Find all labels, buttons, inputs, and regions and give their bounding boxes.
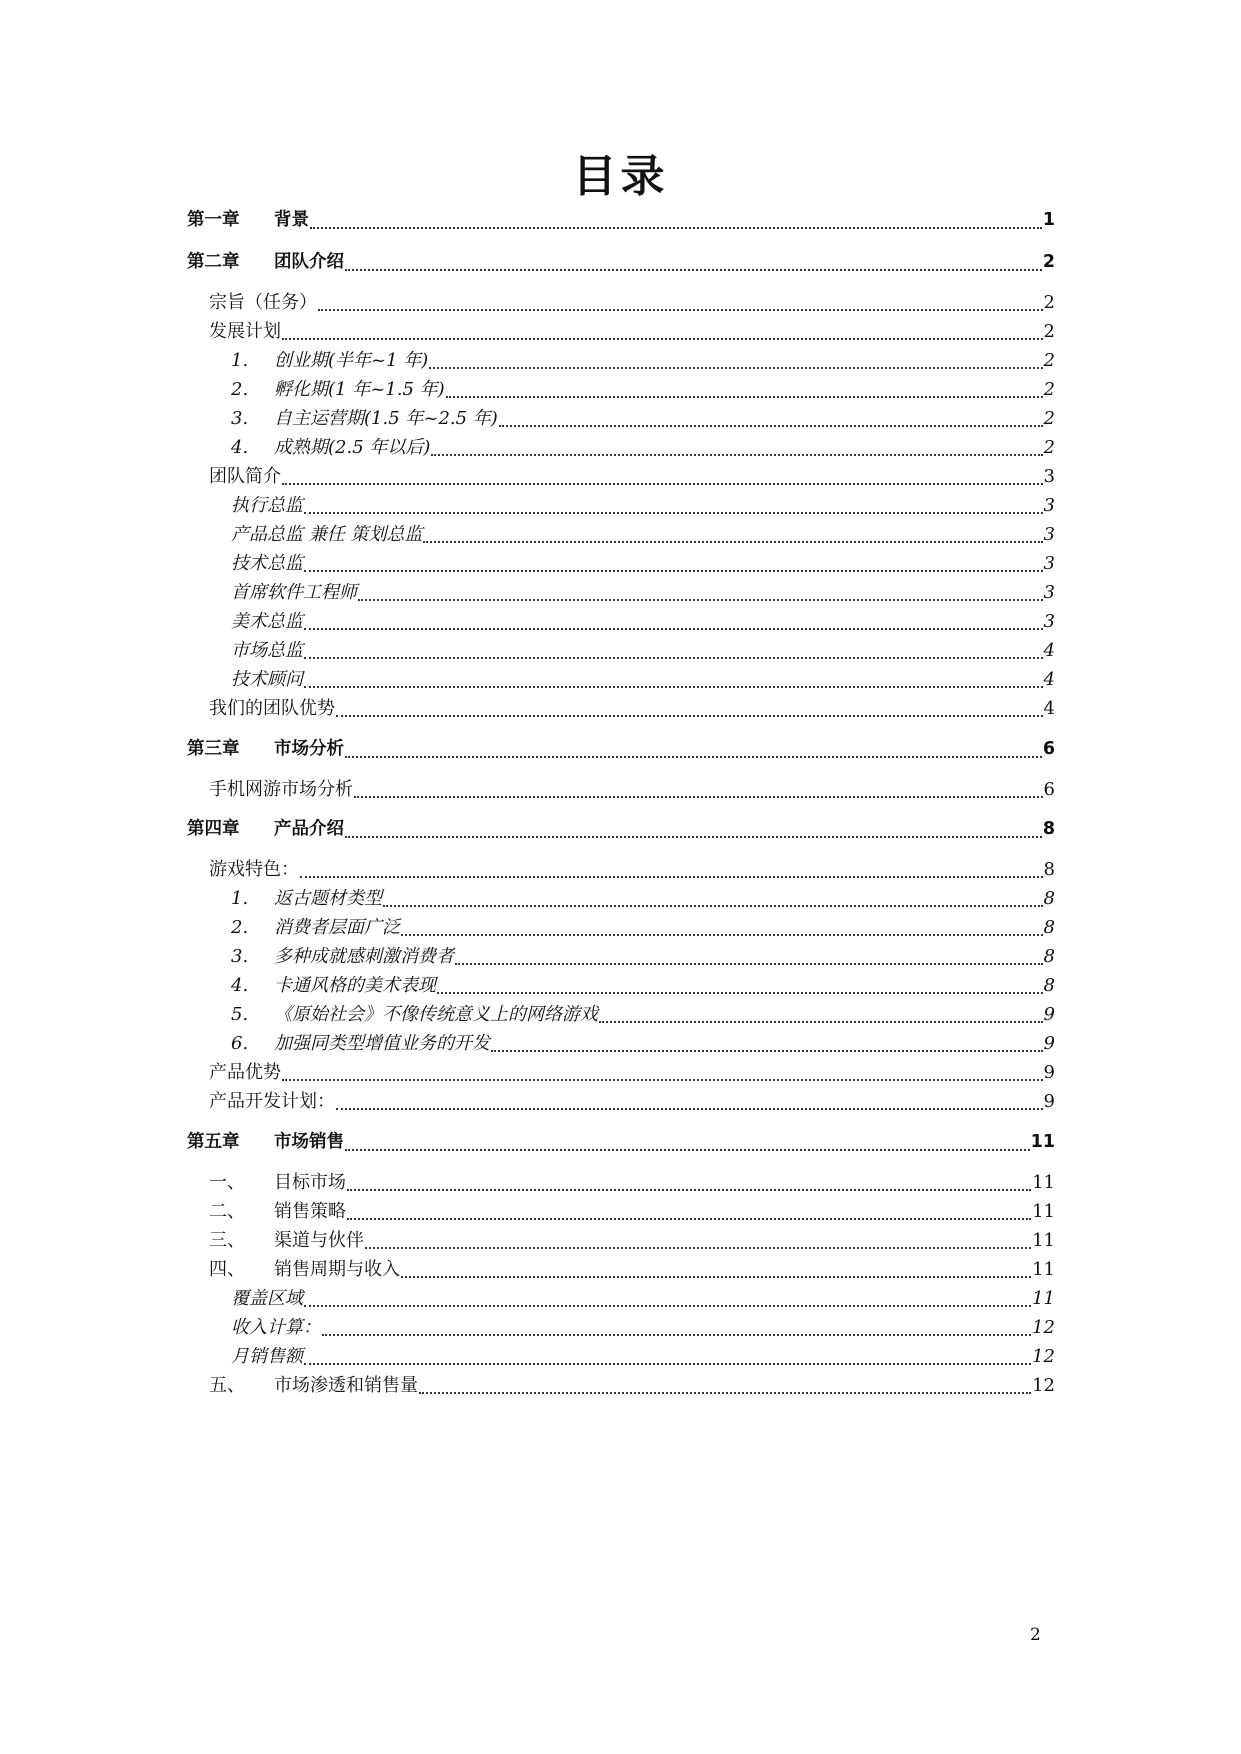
toc-entry-page: 11 [1032,1172,1055,1193]
dot-leader [423,540,1042,543]
dot-leader [336,1107,1043,1110]
dot-leader [304,1304,1031,1307]
toc-entry-page: 3 [1043,466,1055,487]
toc-entry-title: 覆盖区域 [231,1288,303,1309]
toc-entry-page: 8 [1043,888,1055,909]
toc-entry-page: 11 [1032,1259,1055,1280]
dot-leader [455,962,1043,965]
toc-entry-page: 11 [1032,1230,1055,1251]
dot-leader [365,1246,1031,1249]
toc-entry-title: 市场分析 [274,739,344,759]
toc-entry-title: 自主运营期(1.5 年~2.5 年) [274,408,498,429]
toc-entry-title: 产品开发计划： [209,1091,335,1112]
toc-entry-number: 二、 [209,1201,245,1222]
toc-entry-page: 8 [1043,946,1055,967]
dot-leader [345,1148,1030,1151]
toc-entry-title: 手机网游市场分析 [209,779,353,800]
toc-entry-page: 2 [1042,252,1055,272]
toc-entry-number: 第一章 [187,210,240,230]
toc-entry-page: 12 [1032,1346,1055,1367]
toc-entry-number: 5. [231,1004,249,1025]
toc-entry[interactable] [209,1255,1055,1285]
page-title: 目录 [572,151,669,202]
toc-entry-title: 《原始社会》不像传统意义上的网络游戏 [274,1004,598,1025]
toc-entry-number: 3. [231,408,249,429]
toc-entry-title: 成熟期(2.5 年以后) [274,437,431,458]
dot-leader [446,395,1043,398]
toc-entry-number: 4. [231,975,249,996]
toc-entry-page: 9 [1043,1004,1055,1025]
dot-leader [431,453,1042,456]
toc-entry-title: 市场销售 [274,1132,344,1152]
dot-leader [345,268,1042,271]
toc-entry-title: 技术顾问 [231,669,303,690]
dot-leader [304,511,1043,514]
toc-entry-page: 2 [1043,350,1055,371]
dot-leader [310,226,1042,229]
toc-entry[interactable] [209,462,1055,492]
dot-leader [318,308,1043,311]
toc-entry[interactable] [231,1284,1055,1314]
toc-entry-title: 创业期(半年~1 年) [274,350,429,371]
toc-entry-number: 第五章 [187,1132,240,1152]
toc-entry-page: 2 [1043,321,1055,342]
toc-entry-number: 3. [231,946,249,967]
page-number: 2 [1030,1625,1041,1645]
toc-entry[interactable] [231,1000,1055,1030]
toc-entry-page: 4 [1043,698,1055,719]
toc-entry[interactable] [231,971,1055,1001]
toc-entry-title: 返古题材类型 [274,888,382,909]
dot-leader [599,1020,1043,1023]
dot-leader [304,569,1043,572]
toc-entry-title: 游戏特色： [209,859,299,880]
toc-entry[interactable] [209,1058,1055,1088]
toc-entry-page: 1 [1042,210,1055,230]
toc-entry[interactable] [231,1313,1055,1343]
toc-entry[interactable] [231,1342,1055,1372]
toc-entry-page: 3 [1043,553,1055,574]
toc-entry-page: 2 [1043,292,1055,313]
toc-entry-number: 第三章 [187,739,240,759]
toc-entry-number: 1. [231,888,249,909]
toc-entry[interactable] [231,404,1055,434]
dot-leader [429,366,1042,369]
toc-entry-title: 技术总监 [231,553,303,574]
dot-leader [401,933,1043,936]
toc-entry[interactable] [209,1371,1055,1401]
toc-entry-number: 五、 [209,1375,245,1396]
toc-entry-page: 6 [1043,779,1055,800]
toc-entry-number: 2. [231,379,249,400]
toc-entry[interactable] [209,1226,1055,1256]
toc-entry-title: 发展计划 [209,321,281,342]
toc-entry[interactable] [209,775,1055,805]
toc-entry-title: 团队介绍 [274,252,344,272]
toc-entry[interactable] [231,549,1055,579]
toc-entry-title: 首席软件工程师 [231,582,357,603]
dot-leader [304,627,1043,630]
toc-entry[interactable] [231,884,1055,914]
toc-entry[interactable] [209,288,1055,318]
dot-leader [345,755,1042,758]
toc-entry[interactable] [187,815,1055,845]
dot-leader [304,685,1043,688]
toc-entry-page: 8 [1043,859,1055,880]
dot-leader [383,904,1043,907]
dot-leader [354,795,1043,798]
dot-leader [304,1362,1031,1365]
toc-entry-page: 11 [1030,1132,1055,1152]
toc-entry-title: 产品介绍 [274,819,344,839]
toc-entry-title: 收入计算： [231,1317,321,1338]
toc-entry-number: 4. [231,437,249,458]
toc-entry-title: 加强同类型增值业务的开发 [274,1033,490,1054]
toc-entry-page: 3 [1043,524,1055,545]
toc-entry-page: 9 [1043,1033,1055,1054]
toc-entry-page: 2 [1043,437,1055,458]
toc-entry-number: 一、 [209,1172,245,1193]
dot-leader [336,714,1043,717]
dot-leader [358,598,1043,601]
toc-entry-title: 背景 [274,210,309,230]
dot-leader [345,835,1042,838]
toc-entry-title: 市场总监 [231,640,303,661]
toc-entry-title: 宗旨（任务） [209,292,317,313]
toc-entry-title: 卡通风格的美术表现 [274,975,436,996]
toc-entry[interactable] [209,1197,1055,1227]
toc-entry[interactable] [231,433,1055,463]
dot-leader [401,1275,1031,1278]
toc-entry-page: 8 [1043,917,1055,938]
dot-leader [322,1333,1031,1336]
toc-entry[interactable] [187,206,1055,236]
toc-entry[interactable] [231,665,1055,695]
toc-entry-number: 2. [231,917,249,938]
toc-entry[interactable] [209,855,1055,885]
toc-entry-number: 四、 [209,1259,245,1280]
toc-entry[interactable] [187,735,1055,765]
dot-leader [347,1217,1031,1220]
toc-entry-title: 执行总监 [231,495,303,516]
dot-leader [347,1188,1031,1191]
toc-entry[interactable] [231,491,1055,521]
toc-entry[interactable] [231,636,1055,666]
toc-entry-title: 销售周期与收入 [274,1259,400,1280]
toc-entry-page: 11 [1032,1201,1055,1222]
toc-entry-page: 3 [1043,495,1055,516]
toc-entry[interactable] [231,942,1055,972]
toc-entry-title: 产品优势 [209,1062,281,1083]
toc-entry[interactable] [231,578,1055,608]
toc-entry-title: 消费者层面广泛 [274,917,400,938]
toc-entry-title: 渠道与伙伴 [274,1230,364,1251]
toc-entry-title: 月销售额 [231,1346,303,1367]
toc-entry-page: 12 [1032,1317,1055,1338]
toc-entry-page: 9 [1043,1091,1055,1112]
dot-leader [499,424,1043,427]
toc-entry-page: 12 [1032,1375,1055,1396]
toc-entry[interactable] [209,1168,1055,1198]
dot-leader [437,991,1043,994]
toc-entry[interactable] [187,1128,1055,1158]
toc-entry[interactable] [231,520,1055,550]
toc-entry-page: 8 [1042,819,1055,839]
toc-entry-title: 销售策略 [274,1201,346,1222]
toc-entry-number: 6. [231,1033,249,1054]
toc-entry-number: 第四章 [187,819,240,839]
toc-entry[interactable] [231,913,1055,943]
toc-entry-page: 3 [1043,611,1055,632]
toc-entry[interactable] [231,607,1055,637]
toc-entry-page: 6 [1042,739,1055,759]
dot-leader [300,875,1043,878]
toc-entry-number: 第二章 [187,252,240,272]
dot-leader [282,337,1043,340]
toc-entry-title: 多种成就感刺激消费者 [274,946,454,967]
toc-entry[interactable] [231,1029,1055,1059]
toc-entry[interactable] [231,346,1055,376]
toc-entry-title: 产品总监 兼任 策划总监 [231,524,423,545]
toc-entry[interactable] [209,317,1055,347]
toc-entry[interactable] [231,375,1055,405]
toc-entry-page: 8 [1043,975,1055,996]
toc-entry[interactable] [209,1087,1055,1117]
toc-entry-page: 3 [1043,582,1055,603]
toc-entry-title: 目标市场 [274,1172,346,1193]
dot-leader [282,482,1043,485]
toc-entry[interactable] [187,248,1055,278]
toc-entry-title: 市场渗透和销售量 [274,1375,418,1396]
toc-entry-page: 2 [1043,408,1055,429]
toc-entry-page: 2 [1043,379,1055,400]
dot-leader [304,656,1043,659]
toc-entry-title: 美术总监 [231,611,303,632]
toc-entry[interactable] [209,694,1055,724]
toc-entry-title: 团队简介 [209,466,281,487]
toc-entry-page: 9 [1043,1062,1055,1083]
dot-leader [419,1391,1031,1394]
dot-leader [282,1078,1043,1081]
toc-entry-page: 4 [1043,640,1055,661]
toc-entry-number: 三、 [209,1230,245,1251]
dot-leader [491,1049,1043,1052]
toc-entry-page: 11 [1032,1288,1055,1309]
toc-entry-page: 4 [1043,669,1055,690]
toc-entry-title: 我们的团队优势 [209,698,335,719]
toc-entry-title: 孵化期(1 年~1.5 年) [274,379,445,400]
toc-entry-number: 1. [231,350,249,371]
